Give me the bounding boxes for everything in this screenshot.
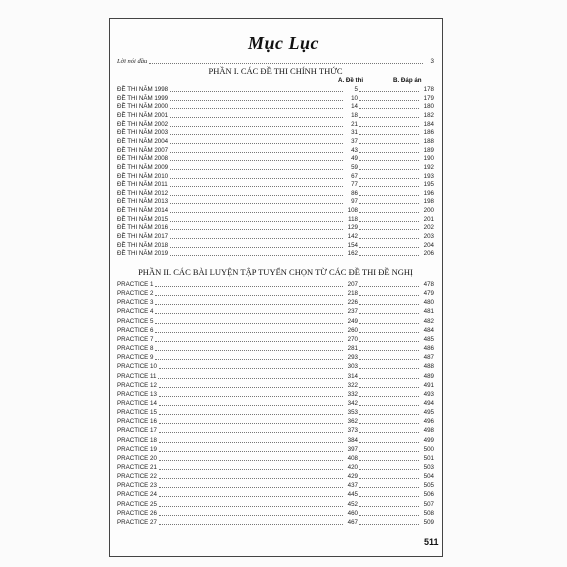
toc-entry-label: ĐỀ THI NĂM 2011 <box>117 181 168 189</box>
page-title: Mục Lục <box>248 33 319 53</box>
part1-heading: PHẦN I. CÁC ĐỀ THI CHÍNH THỨC <box>208 66 343 76</box>
leader-dots <box>359 510 419 516</box>
leader-dots <box>359 198 419 204</box>
leader-dots <box>359 473 419 479</box>
leader-dots <box>359 446 419 452</box>
leader-dots <box>170 242 343 248</box>
toc-entry-page-b: 480 <box>423 299 434 307</box>
toc-entry-label: ĐỀ THI NĂM 2004 <box>117 137 169 145</box>
leader-dots <box>359 95 419 101</box>
toc-entry <box>117 317 434 325</box>
leader-dots <box>359 455 419 461</box>
leader-dots <box>359 233 419 239</box>
toc-entry-page-a: 429 <box>347 473 358 481</box>
toc-entry-page-b: 198 <box>423 198 434 206</box>
toc-entry-page-a: 21 <box>351 120 358 128</box>
toc-entry-page-a: 97 <box>351 198 358 206</box>
toc-entry-page-a: 86 <box>351 189 358 197</box>
toc-entry-page-b: 206 <box>423 250 434 258</box>
toc-entry <box>117 372 434 380</box>
toc-entry <box>117 280 434 288</box>
toc-entry-label: PRACTICE 15 <box>117 409 157 417</box>
toc-entry <box>117 518 434 526</box>
leader-dots <box>359 409 419 415</box>
toc-entry <box>117 102 434 110</box>
leader-dots <box>159 418 343 424</box>
leader-dots <box>170 103 343 109</box>
toc-entry-page-b: 485 <box>423 335 434 343</box>
leader-dots <box>359 437 419 443</box>
toc-entry <box>117 490 434 498</box>
leader-dots <box>359 147 419 153</box>
toc-entry <box>117 298 434 306</box>
toc-entry-page-b: 479 <box>423 290 434 298</box>
leader-dots <box>170 233 343 239</box>
toc-entry-page-b: 504 <box>423 473 434 481</box>
toc-entry-page-b: 200 <box>423 207 434 215</box>
toc-entry-page-a: 154 <box>347 241 358 249</box>
leader-dots <box>359 354 419 360</box>
toc-entry-page-b: 487 <box>423 354 434 362</box>
toc-entry <box>117 335 434 343</box>
toc-entry-page-b: 201 <box>423 215 434 223</box>
toc-entry-label: PRACTICE 20 <box>117 454 157 462</box>
leader-dots <box>359 482 419 488</box>
toc-entry-page-b: 500 <box>423 445 434 453</box>
toc-entry-label: ĐỀ THI NĂM 2000 <box>117 103 169 111</box>
toc-entry-label: PRACTICE 10 <box>117 363 157 371</box>
toc-entry-label: ĐỀ THI NĂM 2016 <box>117 224 169 232</box>
toc-entry-label: PRACTICE 5 <box>117 317 154 325</box>
toc-entry-label: PRACTICE 26 <box>117 509 157 517</box>
toc-entry-page-a: 373 <box>347 427 358 435</box>
leader-dots <box>170 155 343 161</box>
toc-entry-page-b: 508 <box>423 509 434 517</box>
col-head-b: B. Đáp án <box>393 77 422 84</box>
toc-entry-page-b: 184 <box>423 120 434 128</box>
toc-entry-page-a: 397 <box>347 445 358 453</box>
toc-entry-label: PRACTICE 27 <box>117 518 157 526</box>
toc-entry-page-b: 491 <box>423 381 434 389</box>
toc-entry <box>117 197 434 205</box>
toc-entry-label: ĐỀ THI NĂM 2010 <box>117 172 169 180</box>
toc-entry-page-a: 207 <box>347 281 358 288</box>
toc-entry-label: ĐỀ THI NĂM 1999 <box>117 94 169 102</box>
toc-entry-page-a: 37 <box>351 137 358 145</box>
toc-entry <box>117 94 434 102</box>
toc-entry-page-b: 478 <box>423 281 434 288</box>
toc-entry-label: ĐỀ THI NĂM 2013 <box>117 198 169 206</box>
leader-dots <box>170 112 343 118</box>
toc-entry-page-a: 10 <box>351 94 358 102</box>
toc-entry-label: ĐỀ THI NĂM 2009 <box>117 163 169 171</box>
toc-entry-label: PRACTICE 1 <box>117 281 154 288</box>
toc-entry-page-a: 332 <box>347 390 358 398</box>
toc-entry-page-a: 5 <box>354 86 358 93</box>
toc-entry-page-a: 314 <box>347 372 358 380</box>
leader-dots <box>155 336 343 342</box>
leader-dots <box>158 373 343 379</box>
toc-entry-page-b: 509 <box>423 518 434 526</box>
toc-entry-page-b: 506 <box>423 491 434 499</box>
toc-entry-page-a: 303 <box>347 363 358 371</box>
toc-entry-page-a: 77 <box>351 181 358 189</box>
toc-entry-label: PRACTICE 17 <box>117 427 157 435</box>
toc-entry-page-b: 192 <box>423 163 434 171</box>
toc-entry-label: PRACTICE 7 <box>117 335 154 343</box>
leader-dots <box>159 501 343 507</box>
col-head-a: A. Đề thi <box>338 77 364 84</box>
leader-dots <box>170 224 343 230</box>
toc-entry-page-b: 481 <box>423 308 434 316</box>
toc-entry-page-b: 486 <box>423 345 434 353</box>
leader-dots <box>155 290 343 296</box>
leader-dots <box>359 281 419 287</box>
toc-entry-label: PRACTICE 12 <box>117 381 157 389</box>
toc-entry-label: ĐỀ THI NĂM 2017 <box>117 233 169 241</box>
leader-dots <box>359 190 419 196</box>
leader-dots <box>359 250 419 256</box>
leader-dots <box>359 299 419 305</box>
toc-entry-page-a: 218 <box>347 290 358 298</box>
leader-dots <box>155 354 343 360</box>
toc-entry-page-b: 488 <box>423 363 434 371</box>
intro-line <box>117 57 434 65</box>
toc-entry-page-a: 43 <box>351 146 358 154</box>
leader-dots <box>359 363 419 369</box>
toc-entry <box>117 249 434 257</box>
toc-entry <box>117 189 434 197</box>
toc-entry-page-b: 193 <box>423 172 434 180</box>
leader-dots <box>170 121 343 127</box>
toc-entry-page-b: 195 <box>423 181 434 189</box>
leader-dots <box>359 242 419 248</box>
leader-dots <box>159 382 343 388</box>
toc-entry-page-a: 293 <box>347 354 358 362</box>
leader-dots <box>170 86 343 92</box>
leader-dots <box>359 181 419 187</box>
leader-dots <box>359 318 419 324</box>
toc-entry-label: PRACTICE 6 <box>117 326 154 334</box>
toc-entry <box>117 172 434 180</box>
toc-entry <box>117 120 434 128</box>
leader-dots <box>359 155 419 161</box>
toc-entry <box>117 463 434 471</box>
toc-entry-page-b: 499 <box>423 436 434 444</box>
leader-dots <box>159 473 343 479</box>
toc-entry-page-a: 437 <box>347 482 358 490</box>
leader-dots <box>359 400 419 406</box>
toc-entry-label: ĐỀ THI NĂM 2008 <box>117 155 169 163</box>
toc-entry-page-a: 226 <box>347 299 358 307</box>
toc-entry-page-b: 495 <box>423 409 434 417</box>
toc-entry-label: PRACTICE 4 <box>117 308 154 316</box>
leader-dots <box>359 173 419 179</box>
leader-dots <box>159 482 343 488</box>
leader-dots <box>159 437 343 443</box>
toc-entry-label: ĐỀ THI NĂM 2018 <box>117 241 169 249</box>
leader-dots <box>359 391 419 397</box>
toc-entry-page-b: 494 <box>423 399 434 407</box>
toc-entry-page-b: 498 <box>423 427 434 435</box>
toc-entry <box>117 241 434 249</box>
toc-entry-label: PRACTICE 19 <box>117 445 157 453</box>
toc-entry-label: PRACTICE 3 <box>117 299 154 307</box>
toc-entry-page-a: 384 <box>347 436 358 444</box>
toc-entry-page-b: 204 <box>423 241 434 249</box>
leader-dots <box>170 250 343 256</box>
toc-entry-page-a: 460 <box>347 509 358 517</box>
leader-dots <box>359 382 419 388</box>
toc-entry-label: ĐỀ THI NĂM 2001 <box>117 111 169 119</box>
toc-entry <box>117 399 434 407</box>
leader-dots <box>359 290 419 296</box>
toc-entry-page-a: 129 <box>347 224 358 232</box>
toc-entry-page-b: 196 <box>423 189 434 197</box>
leader-dots <box>170 216 343 222</box>
toc-entry-page-b: 493 <box>423 390 434 398</box>
toc-entry <box>117 289 434 297</box>
toc-entry <box>117 128 434 136</box>
leader-dots <box>359 327 419 333</box>
leader-dots <box>155 318 343 324</box>
leader-dots <box>359 86 419 92</box>
toc-entry-page-b: 202 <box>423 224 434 232</box>
toc-entry <box>117 223 434 231</box>
leader-dots <box>155 299 343 305</box>
toc-entry-page-a: 452 <box>347 500 358 508</box>
toc-entry-page-b: 503 <box>423 464 434 471</box>
leader-dots <box>359 216 419 222</box>
toc-entry <box>117 85 434 93</box>
leader-dots <box>159 455 343 461</box>
toc-entry-label: ĐỀ THI NĂM 2007 <box>117 146 169 154</box>
toc-entry <box>117 180 434 188</box>
toc-entry-page-a: 142 <box>347 233 358 241</box>
toc-entry <box>117 408 434 416</box>
toc-entry <box>117 137 434 145</box>
toc-entry-label: ĐỀ THI NĂM 2003 <box>117 129 169 137</box>
leader-dots <box>170 173 343 179</box>
leader-dots <box>159 446 343 452</box>
toc-entry-label: PRACTICE 18 <box>117 436 157 444</box>
leader-dots <box>170 190 343 196</box>
toc-entry-page-b: 186 <box>423 129 434 137</box>
toc-entry <box>117 362 434 370</box>
toc-entry-page-b: 180 <box>423 103 434 111</box>
page-number: 511 <box>424 537 439 547</box>
toc-entry-label: PRACTICE 24 <box>117 491 157 499</box>
leader-dots <box>359 345 419 351</box>
toc-entry <box>117 326 434 334</box>
toc-entry-page-b: 182 <box>423 111 434 119</box>
leader-dots <box>159 391 343 397</box>
toc-entry <box>117 472 434 480</box>
toc-entry <box>117 426 434 434</box>
toc-entry-page-a: 49 <box>351 155 358 163</box>
leader-dots <box>170 164 343 170</box>
toc-entry <box>117 417 434 425</box>
toc-entry-page-a: 67 <box>351 172 358 180</box>
leader-dots <box>159 427 343 433</box>
toc-entry-label: PRACTICE 22 <box>117 473 157 481</box>
toc-entry-page-b: 484 <box>423 326 434 334</box>
toc-entry-label: ĐỀ THI NĂM 2012 <box>117 189 169 197</box>
toc-entry-page-a: 237 <box>347 308 358 316</box>
toc-entry-page-a: 18 <box>351 111 358 119</box>
toc-entry-page-a: 270 <box>347 335 358 343</box>
leader-dots <box>359 308 419 314</box>
toc-entry-page-b: 505 <box>423 482 434 490</box>
leader-dots <box>149 58 423 64</box>
toc-entry-page-a: 408 <box>347 454 358 462</box>
toc-entry-label: PRACTICE 2 <box>117 290 154 298</box>
leader-dots <box>159 409 343 415</box>
leader-dots <box>159 510 343 516</box>
toc-entry-label: PRACTICE 13 <box>117 390 157 398</box>
toc-entry-page-b: 507 <box>423 500 434 508</box>
toc-entry <box>117 454 434 462</box>
leader-dots <box>159 400 343 406</box>
toc-entry <box>117 344 434 352</box>
toc-entry <box>117 481 434 489</box>
toc-entry <box>117 445 434 453</box>
leader-dots <box>359 336 419 342</box>
intro-label: Lời nói đầu <box>117 58 148 65</box>
toc-entry <box>117 307 434 315</box>
toc-entry-page-b: 203 <box>423 233 434 241</box>
toc-entry <box>117 232 434 240</box>
toc-entry-label: ĐỀ THI NĂM 2014 <box>117 207 169 215</box>
leader-dots <box>155 308 343 314</box>
toc-entry-page-b: 190 <box>423 155 434 163</box>
toc-entry-page-a: 14 <box>351 103 358 111</box>
leader-dots <box>159 464 343 470</box>
leader-dots <box>170 181 343 187</box>
toc-entry-page-a: 281 <box>347 345 358 353</box>
toc-entry <box>117 353 434 361</box>
toc-entry <box>117 163 434 171</box>
leader-dots <box>359 129 419 135</box>
toc-entry-label: ĐỀ THI NĂM 1998 <box>117 86 169 93</box>
part2-heading: PHẦN II. CÁC BÀI LUYỆN TẬP TUYỂN CHỌN TỪ CÁC ĐỀ THI ĐỀ NGHỊ <box>138 267 413 277</box>
toc-entry <box>117 146 434 154</box>
toc-entry-page-b: 189 <box>423 146 434 154</box>
leader-dots <box>359 501 419 507</box>
toc-entry-page-b: 489 <box>423 372 434 380</box>
leader-dots <box>359 464 419 470</box>
toc-entry-page-a: 322 <box>347 381 358 389</box>
toc-entry-label: PRACTICE 25 <box>117 500 157 508</box>
toc-entry-page-b: 188 <box>423 137 434 145</box>
toc-entry-page-a: 108 <box>347 207 358 215</box>
toc-entry-page-a: 31 <box>351 129 358 137</box>
toc-entry-label: ĐỀ THI NĂM 2019 <box>117 250 169 258</box>
leader-dots <box>359 112 419 118</box>
toc-entry-page-b: 179 <box>423 94 434 102</box>
toc-entry <box>117 215 434 223</box>
leader-dots <box>359 418 419 424</box>
toc-entry-label: PRACTICE 9 <box>117 354 154 362</box>
leader-dots <box>359 138 419 144</box>
toc-entry-page-a: 362 <box>347 418 358 426</box>
toc-entry-label: PRACTICE 21 <box>117 464 157 471</box>
toc-entry <box>117 111 434 119</box>
toc-entry-page-a: 118 <box>348 215 358 223</box>
toc-entry-label: PRACTICE 11 <box>117 372 157 380</box>
leader-dots <box>359 121 419 127</box>
leader-dots <box>359 427 419 433</box>
toc-entry-page-a: 467 <box>347 518 358 526</box>
toc-entry-label: ĐỀ THI NĂM 2002 <box>117 120 169 128</box>
leader-dots <box>170 138 343 144</box>
leader-dots <box>155 345 343 351</box>
toc-entry-page-b: 482 <box>423 317 434 325</box>
toc-entry-page-b: 178 <box>423 86 434 93</box>
toc-entry-page-a: 249 <box>347 317 358 325</box>
leader-dots <box>159 491 343 497</box>
toc-entry-page-a: 162 <box>347 250 358 258</box>
leader-dots <box>359 103 419 109</box>
toc-entry-label: PRACTICE 14 <box>117 399 157 407</box>
leader-dots <box>170 198 343 204</box>
leader-dots <box>359 207 419 213</box>
toc-entry-page-b: 496 <box>423 418 434 426</box>
leader-dots <box>170 129 343 135</box>
toc-entry <box>117 500 434 508</box>
toc-entry <box>117 206 434 214</box>
toc-entry <box>117 154 434 162</box>
toc-entry-page-b: 501 <box>423 454 434 462</box>
toc-entry-label: PRACTICE 8 <box>117 345 154 353</box>
toc-entry-label: PRACTICE 16 <box>117 418 157 426</box>
toc-entry-page-a: 353 <box>347 409 358 417</box>
toc-entry-label: ĐỀ THI NĂM 2015 <box>117 215 169 223</box>
toc-entry <box>117 436 434 444</box>
toc-entry <box>117 381 434 389</box>
toc-entry-page-a: 260 <box>347 326 358 334</box>
toc-entry-page-a: 59 <box>351 163 358 171</box>
leader-dots <box>359 491 419 497</box>
leader-dots <box>170 147 343 153</box>
leader-dots <box>159 363 343 369</box>
leader-dots <box>359 373 419 379</box>
intro-page: 3 <box>430 58 434 65</box>
toc-entry-page-a: 342 <box>347 399 358 407</box>
toc-entry <box>117 390 434 398</box>
leader-dots <box>155 327 343 333</box>
toc-entry-page-a: 420 <box>347 464 358 471</box>
leader-dots <box>359 164 419 170</box>
leader-dots <box>170 95 343 101</box>
leader-dots <box>170 207 343 213</box>
leader-dots <box>359 519 419 525</box>
toc-entry-label: PRACTICE 23 <box>117 482 157 490</box>
toc-entry <box>117 509 434 517</box>
toc-entry-page-a: 445 <box>347 491 358 499</box>
leader-dots <box>155 281 343 287</box>
leader-dots <box>359 224 419 230</box>
leader-dots <box>159 519 343 525</box>
